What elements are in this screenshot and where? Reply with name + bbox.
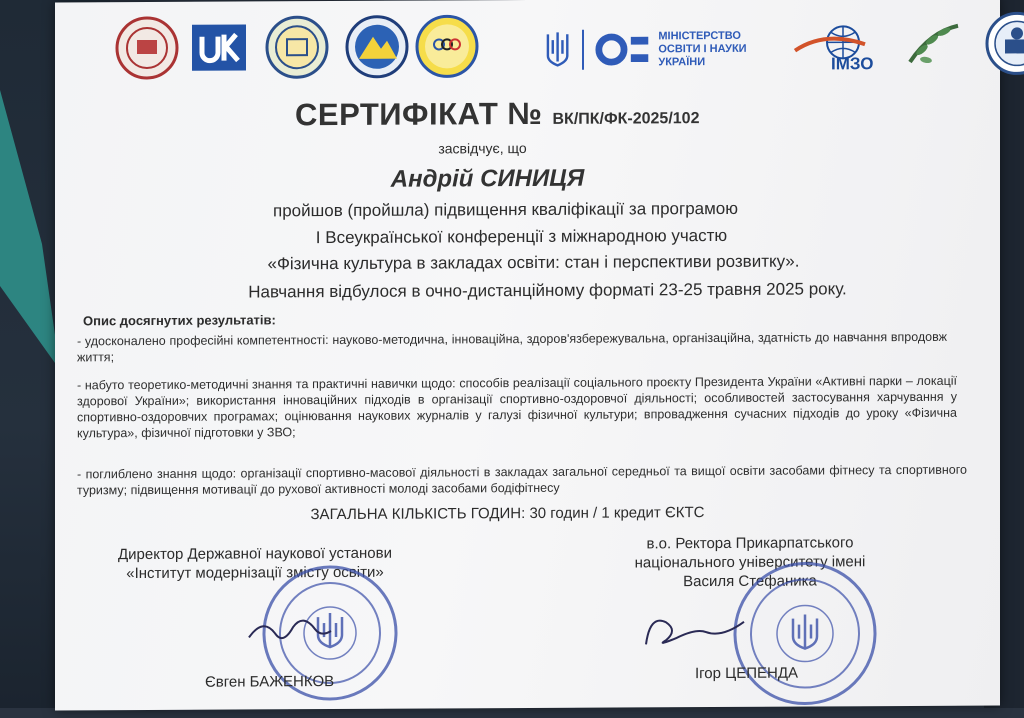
left-signature bbox=[245, 611, 335, 651]
ministry-logo bbox=[545, 21, 765, 78]
laurel-emblem-logo bbox=[900, 12, 964, 76]
logos-row bbox=[115, 12, 990, 87]
certifies-text: засвідчує, що bbox=[438, 140, 527, 157]
ministry-name: МІНІСТЕРСТВО ОСВІТИ І НАУКИ УКРАЇНИ bbox=[658, 29, 747, 68]
uk-logo bbox=[190, 15, 248, 79]
signatory-right-title: в.о. Ректора Прикарпатського національного університету імені Василя Стефаника bbox=[634, 534, 866, 591]
result-item-1: - удосконалено професійні компетентності: науково-методична, інноваційна, здоров'язбережувальна, організаційна, здатність до навчання впродовж життя; bbox=[77, 329, 947, 365]
signatory-right-name: Ігор ЦЕПЕНДА bbox=[695, 664, 799, 683]
result-item-2: - набуто теоретико-методичні знання та практичні навички щодо: способів реалізації соціального проєкту Президента України «Активні парки – локації здорової України»; використання інноваційних підходів в організації спортивно-оздоровчої діяльності; особливостей застосування харчування у спортивно-оздоровчих програмах; оцінювання наукових журналів у галузі фізичної культури; впровадження сучасних підходів до уроку «Фізична культура», фізичної підготовки у ЗВО; bbox=[77, 373, 957, 441]
certificate-number: ВК/ПК/ФК-2025/102 bbox=[552, 110, 700, 128]
signatory-left-title: Директор Державної наукової установи «Інститут модернізації змісту освіти» bbox=[117, 544, 392, 583]
total-hours: ЗАГАЛЬНА КІЛЬКІСТЬ ГОДИН: 30 годин / 1 кредит ЄКТС bbox=[310, 504, 705, 524]
body-line-3: «Фізична культура в закладах освіти: стан і перспективи розвитку». bbox=[267, 251, 800, 274]
signatory-left-name: Євген БАЖЕНКОВ bbox=[205, 673, 335, 691]
right-official-stamp bbox=[730, 558, 880, 709]
mountain-emblem-logo bbox=[345, 15, 409, 79]
body-line-2: І Всеукраїнської конференції з міжнародною участю bbox=[315, 225, 728, 248]
certificate-title: СЕРТИФІКАТ № bbox=[295, 95, 543, 133]
results-heading: Опис досягнутих результатів: bbox=[83, 312, 276, 329]
body-line-4: Навчання відбулося в очно-дистанційному форматі 23-25 травня 2025 року. bbox=[248, 279, 847, 302]
university-seal-logo bbox=[115, 16, 179, 80]
trident-icon bbox=[545, 30, 570, 70]
result-item-3: - поглиблено знання щодо: організації спортивно-масової діяльності в закладах загальної середньої та вищої освіти засобами фітнесу та спортивного туризму; підвищення мотивації до рухової активності молоді засобами бодіфітнесу bbox=[77, 462, 967, 498]
institute-emblem-logo bbox=[265, 15, 329, 79]
right-signature bbox=[640, 604, 750, 655]
certificate-title-row bbox=[295, 94, 855, 133]
body-line-1: пройшов (пройшла) підвищення кваліфікації за програмою bbox=[272, 198, 739, 221]
ministry-separator bbox=[582, 30, 584, 70]
recipient-name: Андрій СИНИЦЯ bbox=[390, 164, 585, 193]
certificate-paper bbox=[55, 0, 1000, 710]
imzo-label: ІМЗО bbox=[831, 54, 874, 74]
olympic-emblem-logo bbox=[415, 14, 479, 78]
education-mark-icon bbox=[594, 29, 650, 69]
pedagogical-university-logo bbox=[985, 11, 1024, 75]
